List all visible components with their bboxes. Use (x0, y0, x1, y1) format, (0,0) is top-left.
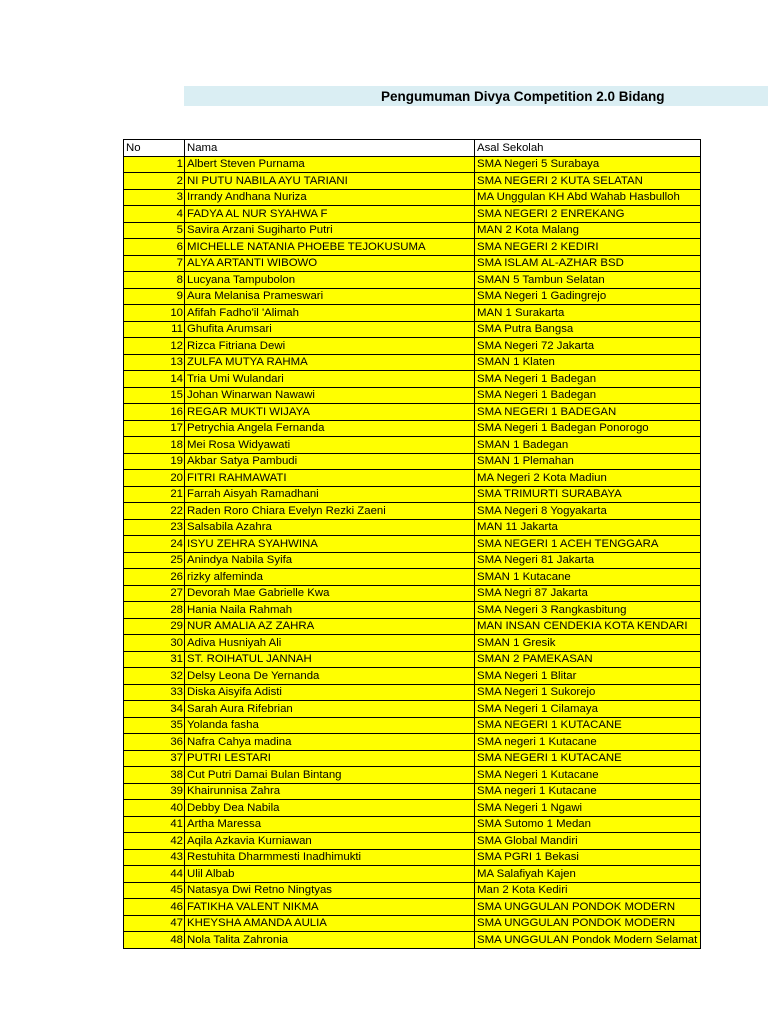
table-row (124, 354, 701, 371)
cell-nama[interactable]: FATIKHA VALENT NIKMA (185, 899, 475, 916)
cell-nama[interactable]: Salsabila Azahra (185, 519, 475, 536)
cell-nama[interactable]: Sarah Aura Rifebrian (185, 701, 475, 718)
cell-asal-sekolah[interactable]: SMA Negeri 1 Cilamaya (475, 701, 701, 718)
cell-no[interactable]: 47 (124, 915, 185, 932)
cell-nama[interactable]: ISYU ZEHRA SYAHWINA (185, 536, 475, 553)
cell-nama[interactable]: ST. ROIHATUL JANNAH (185, 651, 475, 668)
cell-asal-sekolah[interactable]: SMA Negeri 1 Badegan (475, 371, 701, 388)
cell-no[interactable]: 32 (124, 668, 185, 685)
cell-no[interactable]: 15 (124, 387, 185, 404)
table-row (124, 767, 701, 784)
cell-asal-sekolah[interactable]: SMA Negeri 1 Badegan Ponorogo (475, 420, 701, 437)
cell-asal-sekolah[interactable]: MAN INSAN CENDEKIA KOTA KENDARI (475, 618, 701, 635)
cell-nama[interactable]: Johan Winarwan Nawawi (185, 387, 475, 404)
cell-no[interactable]: 31 (124, 651, 185, 668)
cell-nama[interactable]: Akbar Satya Pambudi (185, 453, 475, 470)
table-row (124, 305, 701, 322)
cell-nama[interactable]: Nola Talita Zahronia (185, 932, 475, 949)
table-row (124, 635, 701, 652)
cell-nama[interactable]: Restuhita Dharmmesti Inadhimukti (185, 849, 475, 866)
cell-no[interactable]: 2 (124, 173, 185, 190)
table-row (124, 668, 701, 685)
cell-nama[interactable]: Aura Melanisa Prameswari (185, 288, 475, 305)
table-row (124, 750, 701, 767)
table-row (124, 899, 701, 916)
cell-no[interactable]: 4 (124, 206, 185, 223)
cell-nama[interactable]: Devorah Mae Gabrielle Kwa (185, 585, 475, 602)
cell-no[interactable]: 14 (124, 371, 185, 388)
cell-asal-sekolah[interactable]: SMA TRIMURTI SURABAYA (475, 486, 701, 503)
cell-asal-sekolah[interactable]: SMA UNGGULAN PONDOK MODERN (475, 899, 701, 916)
cell-nama[interactable]: KHEYSHA AMANDA AULIA (185, 915, 475, 932)
table-row (124, 272, 701, 289)
cell-asal-sekolah[interactable]: SMA NEGERI 2 KUTA SELATAN (475, 173, 701, 190)
cell-nama[interactable]: Petrychia Angela Fernanda (185, 420, 475, 437)
cell-no[interactable]: 29 (124, 618, 185, 635)
cell-no[interactable]: 36 (124, 734, 185, 751)
cell-nama[interactable]: Ghufita Arumsari (185, 321, 475, 338)
cell-asal-sekolah[interactable]: SMA Negeri 1 Badegan (475, 387, 701, 404)
cell-asal-sekolah[interactable]: SMA NEGERI 1 KUTACANE (475, 717, 701, 734)
page-title: Pengumuman Divya Competition 2.0 Bidang (381, 89, 665, 104)
cell-nama[interactable]: FITRI RAHMAWATI (185, 470, 475, 487)
cell-nama[interactable]: NI PUTU NABILA AYU TARIANI (185, 173, 475, 190)
cell-asal-sekolah[interactable]: SMAN 1 Gresik (475, 635, 701, 652)
cell-no[interactable]: 9 (124, 288, 185, 305)
cell-asal-sekolah[interactable]: SMA Negeri 72 Jakarta (475, 338, 701, 355)
cell-nama[interactable]: Mei Rosa Widyawati (185, 437, 475, 454)
cell-asal-sekolah[interactable]: SMAN 1 Badegan (475, 437, 701, 454)
cell-nama[interactable]: Cut Putri Damai Bulan Bintang (185, 767, 475, 784)
cell-nama[interactable]: Yolanda fasha (185, 717, 475, 734)
cell-asal-sekolah[interactable]: SMA Negeri 3 Rangkasbitung (475, 602, 701, 619)
cell-no[interactable]: 6 (124, 239, 185, 256)
cell-nama[interactable]: Artha Maressa (185, 816, 475, 833)
cell-asal-sekolah[interactable]: SMA negeri 1 Kutacane (475, 734, 701, 751)
table-row (124, 156, 701, 173)
cell-nama[interactable]: Aqila Azkavia Kurniawan (185, 833, 475, 850)
table-row (124, 833, 701, 850)
table-row (124, 453, 701, 470)
cell-asal-sekolah[interactable]: SMA Putra Bangsa (475, 321, 701, 338)
cell-nama[interactable]: rizky alfeminda (185, 569, 475, 586)
cell-nama[interactable]: Nafra Cahya madina (185, 734, 475, 751)
header-asal-sekolah[interactable]: Asal Sekolah (475, 140, 701, 157)
cell-no[interactable]: 30 (124, 635, 185, 652)
cell-nama[interactable]: Farrah Aisyah Ramadhani (185, 486, 475, 503)
cell-no[interactable]: 35 (124, 717, 185, 734)
cell-no[interactable]: 39 (124, 783, 185, 800)
table-row (124, 915, 701, 932)
cell-nama[interactable]: Ulil Albab (185, 866, 475, 883)
cell-asal-sekolah[interactable]: MAN 2 Kota Malang (475, 222, 701, 239)
cell-nama[interactable]: REGAR MUKTI WIJAYA (185, 404, 475, 421)
cell-no[interactable]: 46 (124, 899, 185, 916)
table-row (124, 239, 701, 256)
cell-no[interactable]: 19 (124, 453, 185, 470)
cell-asal-sekolah[interactable]: SMA Negeri 1 Ngawi (475, 800, 701, 817)
cell-nama[interactable]: Raden Roro Chiara Evelyn Rezki Zaeni (185, 503, 475, 520)
cell-asal-sekolah[interactable]: SMA NEGERI 2 ENREKANG (475, 206, 701, 223)
table-row (124, 519, 701, 536)
table-row (124, 717, 701, 734)
cell-asal-sekolah[interactable]: SMA NEGERI 2 KEDIRI (475, 239, 701, 256)
cell-nama[interactable]: FADYA AL NUR SYAHWA F (185, 206, 475, 223)
cell-no[interactable]: 18 (124, 437, 185, 454)
cell-nama[interactable]: ZULFA MUTYA RAHMA (185, 354, 475, 371)
cell-no[interactable]: 11 (124, 321, 185, 338)
table-row (124, 783, 701, 800)
cell-no[interactable]: 27 (124, 585, 185, 602)
cell-no[interactable]: 16 (124, 404, 185, 421)
cell-nama[interactable]: Lucyana Tampubolon (185, 272, 475, 289)
table-row (124, 173, 701, 190)
cell-no[interactable]: 17 (124, 420, 185, 437)
cell-no[interactable]: 21 (124, 486, 185, 503)
table-header-row (124, 140, 701, 157)
table-row (124, 800, 701, 817)
table-row (124, 552, 701, 569)
cell-asal-sekolah[interactable]: SMA NEGERI 1 KUTACANE (475, 750, 701, 767)
cell-asal-sekolah[interactable]: SMA NEGERI 1 ACEH TENGGARA (475, 536, 701, 553)
cell-no[interactable]: 3 (124, 189, 185, 206)
table-row (124, 882, 701, 899)
cell-asal-sekolah[interactable]: MAN 11 Jakarta (475, 519, 701, 536)
cell-nama[interactable]: ALYA ARTANTI WIBOWO (185, 255, 475, 272)
table-row (124, 288, 701, 305)
cell-nama[interactable]: MICHELLE NATANIA PHOEBE TEJOKUSUMA (185, 239, 475, 256)
cell-no[interactable]: 28 (124, 602, 185, 619)
cell-no[interactable]: 41 (124, 816, 185, 833)
cell-asal-sekolah[interactable]: SMA UNGGULAN Pondok Modern Selamat (475, 932, 701, 949)
table-row (124, 569, 701, 586)
cell-no[interactable]: 25 (124, 552, 185, 569)
cell-asal-sekolah[interactable]: SMA negeri 1 Kutacane (475, 783, 701, 800)
cell-nama[interactable]: PUTRI LESTARI (185, 750, 475, 767)
table-row (124, 486, 701, 503)
cell-asal-sekolah[interactable]: SMA Negeri 1 Sukorejo (475, 684, 701, 701)
table-row (124, 866, 701, 883)
cell-asal-sekolah[interactable]: SMA ISLAM AL-AZHAR BSD (475, 255, 701, 272)
cell-asal-sekolah[interactable]: SMA Negri 87 Jakarta (475, 585, 701, 602)
cell-no[interactable]: 26 (124, 569, 185, 586)
table-row (124, 816, 701, 833)
cell-nama[interactable]: Anindya Nabila Syifa (185, 552, 475, 569)
table-row (124, 371, 701, 388)
table-row (124, 536, 701, 553)
cell-asal-sekolah[interactable]: Man 2 Kota Kediri (475, 882, 701, 899)
cell-no[interactable]: 12 (124, 338, 185, 355)
cell-asal-sekolah[interactable]: MA Salafiyah Kajen (475, 866, 701, 883)
cell-asal-sekolah[interactable]: MAN 1 Surakarta (475, 305, 701, 322)
table-row (124, 849, 701, 866)
cell-no[interactable]: 7 (124, 255, 185, 272)
cell-no[interactable]: 48 (124, 932, 185, 949)
table-row (124, 255, 701, 272)
cell-asal-sekolah[interactable]: SMA Negeri 8 Yogyakarta (475, 503, 701, 520)
cell-nama[interactable]: Hania Naila Rahmah (185, 602, 475, 619)
table-row (124, 701, 701, 718)
cell-asal-sekolah[interactable]: SMAN 1 Kutacane (475, 569, 701, 586)
cell-no[interactable]: 20 (124, 470, 185, 487)
cell-asal-sekolah[interactable]: SMA Global Mandiri (475, 833, 701, 850)
cell-asal-sekolah[interactable]: SMAN 5 Tambun Selatan (475, 272, 701, 289)
cell-nama[interactable]: NUR AMALIA AZ ZAHRA (185, 618, 475, 635)
cell-asal-sekolah[interactable]: SMA UNGGULAN PONDOK MODERN (475, 915, 701, 932)
header-no[interactable]: No (124, 140, 185, 157)
cell-no[interactable]: 37 (124, 750, 185, 767)
table-row (124, 321, 701, 338)
cell-nama[interactable]: Albert Steven Purnama (185, 156, 475, 173)
table-row (124, 338, 701, 355)
table-row (124, 420, 701, 437)
cell-nama[interactable]: Diska Aisyifa Adisti (185, 684, 475, 701)
cell-no[interactable]: 23 (124, 519, 185, 536)
cell-no[interactable]: 43 (124, 849, 185, 866)
cell-asal-sekolah[interactable]: SMA NEGERI 1 BADEGAN (475, 404, 701, 421)
cell-asal-sekolah[interactable]: SMAN 1 Klaten (475, 354, 701, 371)
cell-no[interactable]: 42 (124, 833, 185, 850)
cell-no[interactable]: 10 (124, 305, 185, 322)
cell-nama[interactable]: Rizca Fitriana Dewi (185, 338, 475, 355)
cell-asal-sekolah[interactable]: SMA PGRI 1 Bekasi (475, 849, 701, 866)
cell-nama[interactable]: Delsy Leona De Yernanda (185, 668, 475, 685)
table-row (124, 437, 701, 454)
table-row (124, 585, 701, 602)
cell-no[interactable]: 33 (124, 684, 185, 701)
results-table (123, 139, 701, 949)
cell-nama[interactable]: Tria Umi Wulandari (185, 371, 475, 388)
table-row (124, 470, 701, 487)
cell-asal-sekolah[interactable]: SMA Negeri 1 Kutacane (475, 767, 701, 784)
cell-no[interactable]: 13 (124, 354, 185, 371)
table-row (124, 932, 701, 949)
table-row (124, 387, 701, 404)
cell-nama[interactable]: Irrandy Andhana Nuriza (185, 189, 475, 206)
cell-asal-sekolah[interactable]: SMA Sutomo 1 Medan (475, 816, 701, 833)
cell-no[interactable]: 34 (124, 701, 185, 718)
cell-nama[interactable]: Afifah Fadho'il 'Alimah (185, 305, 475, 322)
cell-no[interactable]: 1 (124, 156, 185, 173)
cell-asal-sekolah[interactable]: SMAN 2 PAMEKASAN (475, 651, 701, 668)
cell-nama[interactable]: Adiva Husniyah Ali (185, 635, 475, 652)
cell-no[interactable]: 8 (124, 272, 185, 289)
table-row (124, 618, 701, 635)
cell-no[interactable]: 44 (124, 866, 185, 883)
cell-asal-sekolah[interactable]: SMA Negeri 1 Gadingrejo (475, 288, 701, 305)
table-row (124, 651, 701, 668)
table-row (124, 602, 701, 619)
cell-asal-sekolah[interactable]: SMAN 1 Plemahan (475, 453, 701, 470)
cell-asal-sekolah[interactable]: SMA Negeri 5 Surabaya (475, 156, 701, 173)
table-row (124, 503, 701, 520)
cell-no[interactable]: 22 (124, 503, 185, 520)
header-nama[interactable]: Nama (185, 140, 475, 157)
table-row (124, 684, 701, 701)
table-row (124, 206, 701, 223)
cell-nama[interactable]: Debby Dea Nabila (185, 800, 475, 817)
cell-asal-sekolah[interactable]: MA Unggulan KH Abd Wahab Hasbulloh (475, 189, 701, 206)
table-row (124, 189, 701, 206)
cell-asal-sekolah[interactable]: SMA Negeri 1 Blitar (475, 668, 701, 685)
cell-no[interactable]: 5 (124, 222, 185, 239)
cell-no[interactable]: 38 (124, 767, 185, 784)
cell-no[interactable]: 40 (124, 800, 185, 817)
cell-asal-sekolah[interactable]: MA Negeri 2 Kota Madiun (475, 470, 701, 487)
cell-nama[interactable]: Savira Arzani Sugiharto Putri (185, 222, 475, 239)
table-row (124, 404, 701, 421)
table-row (124, 222, 701, 239)
cell-no[interactable]: 45 (124, 882, 185, 899)
cell-asal-sekolah[interactable]: SMA Negeri 81 Jakarta (475, 552, 701, 569)
table-row (124, 734, 701, 751)
cell-nama[interactable]: Natasya Dwi Retno Ningtyas (185, 882, 475, 899)
cell-nama[interactable]: Khairunnisa Zahra (185, 783, 475, 800)
cell-no[interactable]: 24 (124, 536, 185, 553)
